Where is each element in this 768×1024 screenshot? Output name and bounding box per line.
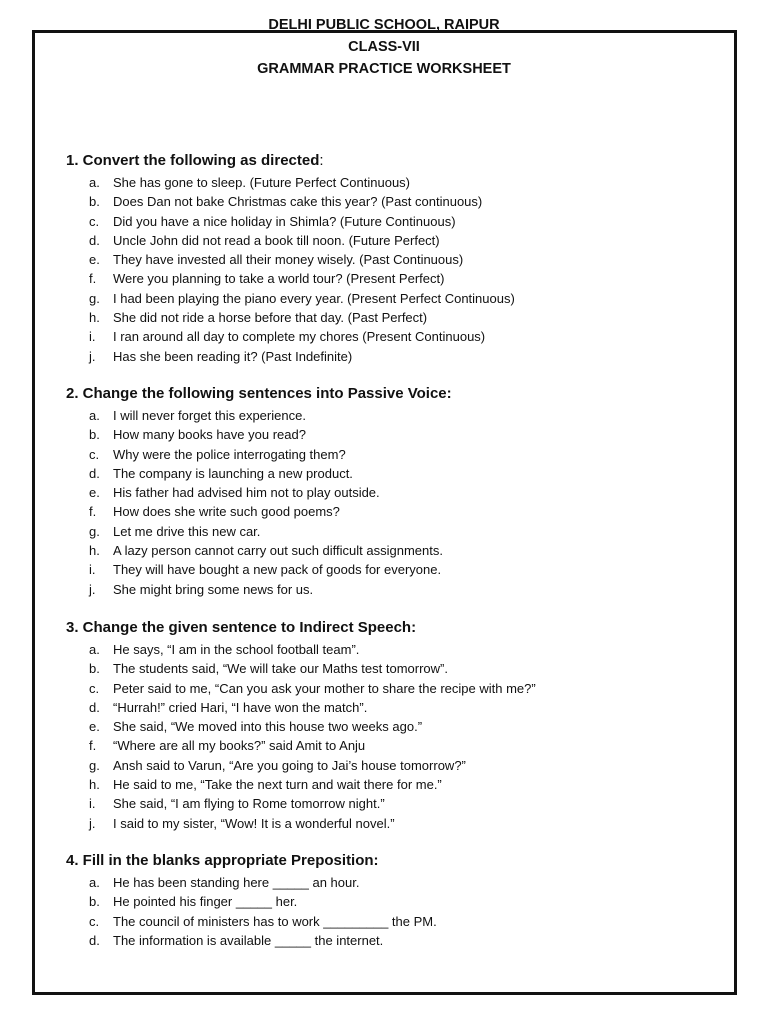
- item-marker: e.: [89, 252, 100, 268]
- item-marker: f.: [89, 271, 97, 287]
- section-indirect-speech: [66, 618, 748, 833]
- list-item: [66, 406, 748, 425]
- list-item: [66, 327, 748, 346]
- section-title-text: 4. Fill in the blanks appropriate Preposition:: [66, 852, 379, 869]
- item-marker: b.: [89, 894, 100, 910]
- list-item: [66, 250, 748, 269]
- list-item: [66, 502, 748, 521]
- item-marker: h.: [89, 310, 100, 326]
- item-text: I said to my sister, “Wow! It is a wonderful novel.”: [113, 815, 395, 831]
- item-text: I will never forget this experience.: [113, 408, 306, 423]
- item-marker: a.: [89, 642, 100, 657]
- item-text: Why were the police interrogating them?: [113, 446, 346, 462]
- list-item: [66, 560, 748, 579]
- list-item: [66, 308, 748, 327]
- list-item: [66, 231, 748, 250]
- list-item: [66, 931, 748, 950]
- list-item: [66, 775, 748, 794]
- item-text: A lazy person cannot carry out such difficult assignments.: [113, 543, 443, 559]
- item-marker: e.: [89, 485, 100, 501]
- item-marker: c.: [89, 680, 100, 696]
- worksheet-header: [0, 14, 768, 80]
- item-text: Let me drive this new car.: [113, 523, 261, 539]
- item-text: I had been playing the piano every year. (Present Perfect Continuous): [113, 290, 515, 306]
- section-title: [66, 384, 748, 404]
- item-marker: f.: [89, 504, 97, 520]
- list-item: [66, 794, 748, 813]
- worksheet-title: GRAMMAR PRACTICE WORKSHEET: [257, 61, 511, 77]
- list-item: [66, 541, 748, 560]
- item-marker: j.: [89, 581, 96, 597]
- item-marker: g.: [89, 290, 100, 306]
- item-marker: d.: [89, 465, 100, 481]
- item-text: He has been standing here _____ an hour.: [113, 875, 360, 890]
- item-text: Ansh said to Varun, “Are you going to Jai’s house tomorrow?”: [113, 757, 466, 773]
- section-title-text: 3. Change the given sentence to Indirect Speech:: [66, 619, 417, 636]
- section-title: [66, 618, 748, 638]
- item-marker: j.: [89, 815, 96, 831]
- item-text: She said, “We moved into this house two weeks ago.”: [113, 719, 423, 735]
- item-text: How does she write such good poems?: [113, 504, 340, 520]
- school-name: DELHI PUBLIC SCHOOL, RAIPUR: [268, 17, 500, 33]
- class-label: CLASS-VII: [348, 39, 420, 55]
- section-title-suffix: :: [319, 152, 324, 169]
- list-item: [66, 814, 748, 833]
- item-marker: f.: [89, 738, 97, 754]
- item-text: Peter said to me, “Can you ask your mother to share the recipe with me?”: [113, 680, 536, 696]
- item-marker: i.: [89, 796, 96, 812]
- list-item: [66, 698, 748, 717]
- list-item: [66, 640, 748, 659]
- list-item: [66, 580, 748, 599]
- item-text: She said, “I am flying to Rome tomorrow night.”: [113, 796, 385, 812]
- item-text: “Where are all my books?” said Amit to Anju: [113, 738, 366, 754]
- item-text: Uncle John did not read a book till noon. (Future Perfect): [113, 232, 440, 248]
- section-prepositions: [66, 851, 748, 950]
- item-text: “Hurrah!” cried Hari, “I have won the match”.: [113, 699, 368, 715]
- question-list: [66, 406, 748, 599]
- list-item: [66, 212, 748, 231]
- item-text: They will have bought a new pack of goods for everyone.: [113, 562, 442, 578]
- list-item: [66, 873, 748, 892]
- list-item: [66, 679, 748, 698]
- item-text: She did not ride a horse before that day. (Past Perfect): [113, 310, 428, 326]
- question-list: [66, 640, 748, 833]
- item-marker: d.: [89, 932, 100, 948]
- item-text: Were you planning to take a world tour? (Present Perfect): [113, 271, 445, 287]
- item-marker: b.: [89, 194, 100, 210]
- question-list: [66, 873, 748, 950]
- item-text: His father had advised him not to play outside.: [113, 485, 380, 501]
- list-item: [66, 347, 748, 366]
- list-item: [66, 892, 748, 911]
- list-item: [66, 912, 748, 931]
- item-text: They have invested all their money wisely. (Past Continuous): [113, 252, 464, 268]
- item-marker: c.: [89, 913, 100, 929]
- list-item: [66, 736, 748, 755]
- list-item: [66, 425, 748, 444]
- item-text: He pointed his finger _____ her.: [113, 894, 298, 910]
- item-marker: d.: [89, 232, 100, 248]
- question-list: [66, 173, 748, 366]
- item-marker: c.: [89, 446, 100, 462]
- item-marker: b.: [89, 661, 100, 677]
- item-text: I ran around all day to complete my chores (Present Continuous): [113, 329, 486, 345]
- item-marker: c.: [89, 213, 100, 229]
- item-marker: a.: [89, 408, 100, 423]
- item-marker: a.: [89, 875, 100, 890]
- item-marker: b.: [89, 427, 100, 443]
- item-marker: j.: [89, 348, 96, 364]
- list-item: [66, 289, 748, 308]
- list-item: [66, 522, 748, 541]
- list-item: [66, 192, 748, 211]
- item-marker: h.: [89, 543, 100, 559]
- item-text: Does Dan not bake Christmas cake this year? (Past continuous): [113, 194, 483, 210]
- item-marker: d.: [89, 699, 100, 715]
- item-text: Did you have a nice holiday in Shimla? (Future Continuous): [113, 213, 456, 229]
- item-marker: i.: [89, 329, 96, 345]
- section-title-text: 1. Convert the following as directed: [66, 152, 320, 169]
- list-item: [66, 756, 748, 775]
- item-marker: i.: [89, 562, 96, 578]
- item-marker: a.: [89, 175, 100, 190]
- list-item: [66, 483, 748, 502]
- list-item: [66, 269, 748, 288]
- list-item: [66, 445, 748, 464]
- list-item: [66, 659, 748, 678]
- item-marker: g.: [89, 523, 100, 539]
- list-item: [66, 464, 748, 483]
- item-text: The information is available _____ the internet.: [113, 932, 384, 948]
- section-title: [66, 151, 748, 171]
- list-item: [66, 173, 748, 192]
- item-text: He says, “I am in the school football team”.: [113, 642, 360, 657]
- item-marker: g.: [89, 757, 100, 773]
- item-text: The council of ministers has to work _________ the PM.: [113, 913, 437, 929]
- section-title: [66, 851, 748, 871]
- section-passive-voice: [66, 384, 748, 599]
- item-text: The company is launching a new product.: [113, 465, 353, 481]
- item-text: The students said, “We will take our Maths test tomorrow”.: [113, 661, 448, 677]
- item-text: He said to me, “Take the next turn and wait there for me.”: [113, 777, 442, 793]
- item-marker: h.: [89, 777, 100, 793]
- item-text: She has gone to sleep. (Future Perfect Continuous): [113, 175, 411, 190]
- item-text: Has she been reading it? (Past Indefinite): [113, 348, 353, 364]
- item-marker: e.: [89, 719, 100, 735]
- item-text: She might bring some news for us.: [113, 581, 314, 597]
- list-item: [66, 717, 748, 736]
- section-convert: [66, 151, 748, 366]
- section-title-text: 2. Change the following sentences into Passive Voice:: [66, 385, 452, 402]
- item-text: How many books have you read?: [113, 427, 306, 443]
